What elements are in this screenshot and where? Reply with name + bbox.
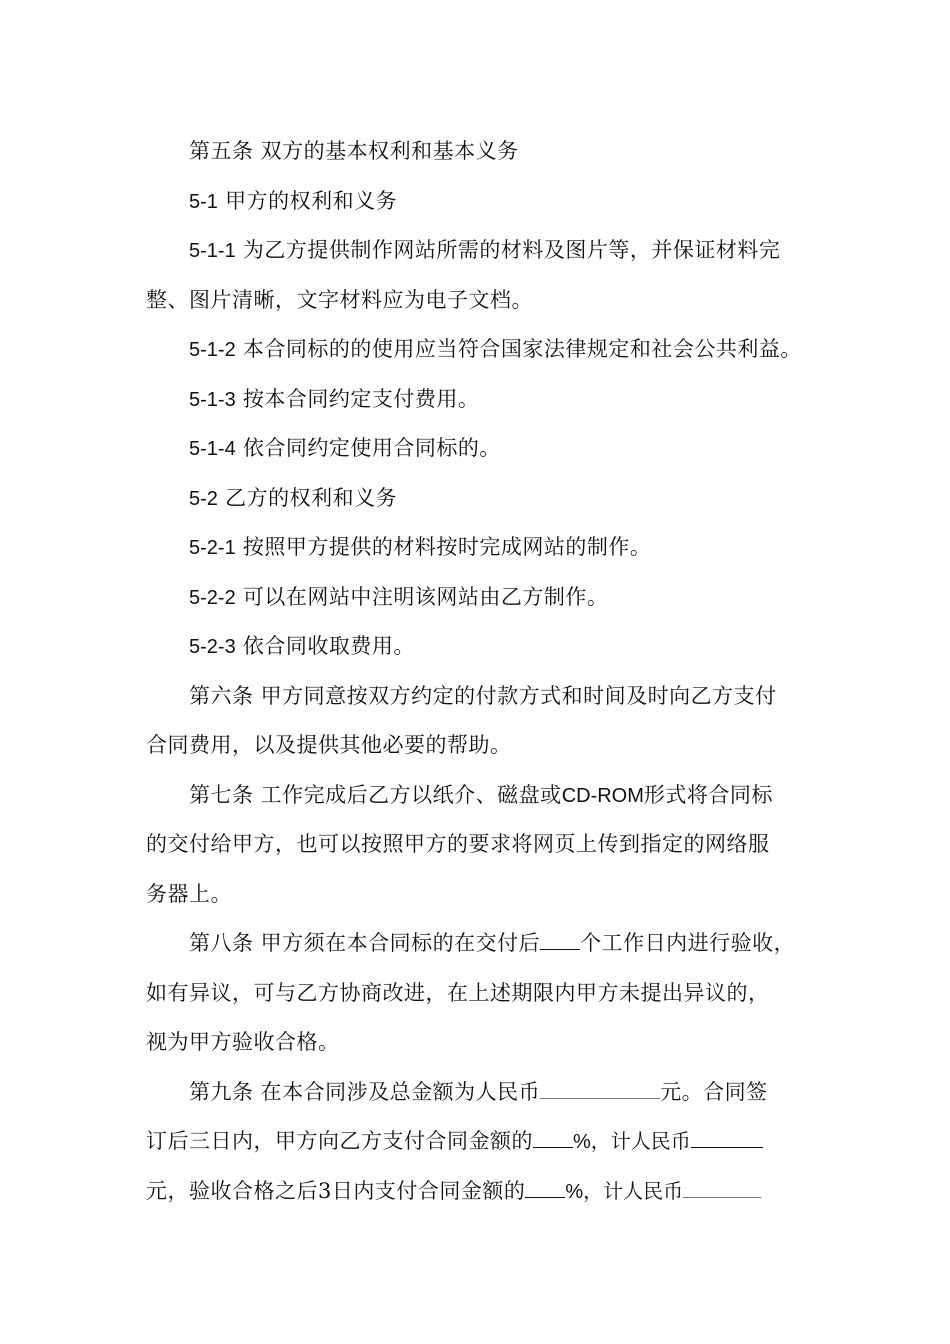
first-payment-percent-blank[interactable] xyxy=(533,1125,573,1148)
clause-5-2 xyxy=(146,480,806,530)
clause-5-2-2 xyxy=(146,579,806,629)
clause-number: 5-1-4 xyxy=(189,438,236,460)
clause-5-1-2 xyxy=(146,331,806,381)
article-7-text: 第七条 工作完成后乙方以纸介、磁盘或 xyxy=(189,782,562,807)
clause-number: 5-1-3 xyxy=(189,388,236,411)
clause-text: 本合同标的的使用应当符合国家法律规定和社会公共利益。 xyxy=(235,337,802,361)
clause-number: 5-2-2 xyxy=(189,586,236,609)
clause-5-1-1-continued xyxy=(146,282,806,332)
article-6-text: 合同费用，以及提供其他必要的帮助。 xyxy=(146,733,512,757)
clause-number: 5-2-1 xyxy=(189,537,236,559)
article-9-line-2 xyxy=(146,1123,806,1173)
clause-5-1-1 xyxy=(146,232,806,282)
clause-text: 甲方的权利和义务 xyxy=(217,188,398,213)
article-8-line-3 xyxy=(146,1024,806,1074)
article-9-text: 元，验收合格之后 xyxy=(146,1178,318,1203)
article-8-line-2 xyxy=(146,975,806,1025)
clause-5-2-1 xyxy=(146,529,806,579)
article-5-title xyxy=(146,133,806,183)
article-8-text: 视为甲方验收合格。 xyxy=(146,1030,340,1054)
article-9-line-3 xyxy=(146,1173,806,1223)
article-6-line-1 xyxy=(146,678,806,728)
clause-number: 5-1-1 xyxy=(189,240,236,262)
article-9-text: 第九条 在本合同涉及总金额为人民币 xyxy=(189,1079,541,1104)
clause-5-2-3 xyxy=(146,628,806,678)
article-9-days: 3 xyxy=(318,1178,332,1203)
article-6-text: 第六条 甲方同意按双方约定的付款方式和时间及时向乙方支付 xyxy=(189,683,777,708)
clause-text: 为乙方提供制作网站所需的材料及图片等，并保证材料完 xyxy=(235,238,781,262)
cd-rom-term: CD-ROM xyxy=(561,784,644,807)
article-9-text: 元。合同签 xyxy=(660,1079,768,1104)
clause-text: 乙方的权利和义务 xyxy=(217,485,398,510)
article-9-text: 订后三日内，甲方向乙方支付合同金额的 xyxy=(146,1129,533,1153)
article-8-text: 第八条 甲方须在本合同标的在交付后 xyxy=(189,931,541,955)
article-8-text: 个工作日内进行验收， xyxy=(580,931,796,955)
clause-5-1-4 xyxy=(146,430,806,480)
contract-body xyxy=(146,133,806,1222)
article-5-title-text: 第五条 双方的基本权利和基本义务 xyxy=(189,139,519,163)
article-9-text: %，计人民币 xyxy=(565,1180,684,1203)
article-8-line-1 xyxy=(146,925,806,975)
article-7-text: 的交付给甲方，也可以按照甲方的要求将网页上传到指定的网络服 xyxy=(146,832,770,856)
clause-number: 5-2 xyxy=(189,487,218,510)
article-7-text: 务器上。 xyxy=(146,881,232,906)
clause-number: 5-1 xyxy=(189,190,218,213)
working-days-blank[interactable] xyxy=(540,927,580,950)
final-payment-percent-blank[interactable] xyxy=(525,1175,565,1198)
final-payment-amount-blank[interactable] xyxy=(683,1175,761,1198)
article-7-text: 形式将合同标 xyxy=(643,782,773,807)
clause-number: 5-2-3 xyxy=(189,636,236,658)
clause-5-1-3 xyxy=(146,381,806,431)
clause-text: 按照甲方提供的材料按时完成网站的制作。 xyxy=(235,535,652,559)
article-7-line-3 xyxy=(146,876,806,926)
clause-number: 5-1-2 xyxy=(189,339,236,361)
clause-text: 按本合同约定支付费用。 xyxy=(235,386,480,411)
clause-text: 整、图片清晰，文字材料应为电子文档。 xyxy=(146,287,533,312)
clause-text: 依合同约定使用合同标的。 xyxy=(235,436,501,460)
article-9-text: 日内支付合同金额的 xyxy=(331,1178,526,1203)
article-7-line-2 xyxy=(146,826,806,876)
total-amount-blank[interactable] xyxy=(540,1076,660,1099)
article-9-line-1 xyxy=(146,1074,806,1124)
clause-5-1 xyxy=(146,183,806,233)
article-7-line-1 xyxy=(146,777,806,827)
first-payment-amount-blank[interactable] xyxy=(691,1125,763,1148)
clause-text: 可以在网站中注明该网站由乙方制作。 xyxy=(235,584,609,609)
clause-text: 依合同收取费用。 xyxy=(235,634,415,658)
article-9-text: %，计人民币 xyxy=(573,1131,691,1153)
article-6-line-2 xyxy=(146,727,806,777)
article-8-text: 如有异议，可与乙方协商改进，在上述期限内甲方未提出异议的， xyxy=(146,980,770,1005)
